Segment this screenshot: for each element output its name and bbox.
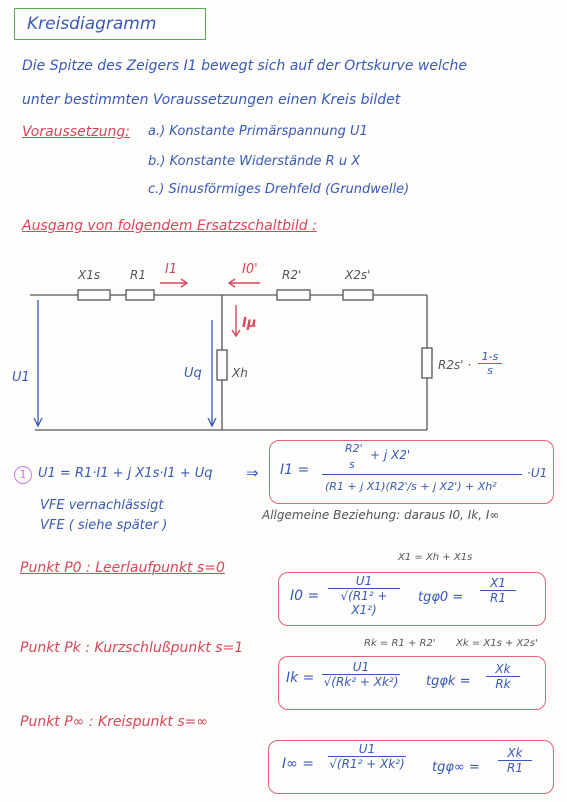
point-pinf-label: Punkt P∞ : Kreispunkt s=∞ <box>20 714 209 730</box>
intro-line-2: unter bestimmten Voraussetzungen einen Kreis bildet <box>22 92 401 108</box>
slip-numerator: 1-s <box>481 350 499 363</box>
ik-label: Ik = <box>286 670 315 686</box>
numerator-s: s <box>349 458 355 471</box>
label-i0: I0' <box>242 262 258 277</box>
tg-phik-denominator: Rk <box>486 676 520 691</box>
ik-fraction <box>322 660 400 689</box>
tg-phi0-denominator: R1 <box>480 590 516 605</box>
label-i1: I1 <box>165 262 178 277</box>
implies-arrow: ⇒ <box>246 464 259 482</box>
general-relation: Allgemeine Beziehung: daraus I0, Ik, I∞ <box>262 508 500 522</box>
ik-numerator: U1 <box>352 660 370 674</box>
slip-fraction <box>478 350 502 377</box>
iinf-label: I∞ = <box>282 756 314 772</box>
tg-phiinf-numerator: Xk <box>507 746 523 760</box>
tg-phik-label: tgφk = <box>426 674 471 689</box>
times-u1: ·U1 <box>527 466 548 480</box>
page-title: Kreisdiagramm <box>27 14 157 34</box>
tg-phiinf-fraction <box>498 746 532 775</box>
numerator-rest: + j X2' <box>370 448 411 462</box>
vfe-note-1: VFE vernachlässigt <box>40 498 164 513</box>
point-pk-note-1: Rk = R1 + R2' <box>364 638 436 649</box>
tg-phi0-numerator: X1 <box>490 576 506 590</box>
label-x1s: X1s <box>78 268 101 282</box>
point-pk-label: Punkt Pk : Kurzschlußpunkt s=1 <box>20 640 244 656</box>
label-u1: U1 <box>12 370 30 385</box>
label-r2: R2' <box>282 268 302 282</box>
intro-line-1: Die Spitze des Zeigers I1 bewegt sich auf der Ortskurve welche <box>22 58 468 74</box>
denominator: (R1 + j X1)(R2'/s + j X2') + Xh² <box>325 480 497 493</box>
tg-phiinf-denominator: R1 <box>498 760 532 775</box>
label-r2s: R2s' · <box>438 358 472 372</box>
i0-numerator: U1 <box>355 574 373 588</box>
ik-denominator: √(Rk² + Xk²) <box>323 675 399 689</box>
tg-phi0-label: tgφ0 = <box>418 590 464 605</box>
circuit-heading: Ausgang von folgendem Ersatzschaltbild : <box>22 218 317 234</box>
voltage-equation: U1 = R1·I1 + j X1s·I1 + Uq <box>38 466 213 481</box>
iinf-numerator: U1 <box>358 742 376 756</box>
iinf-fraction <box>328 742 406 771</box>
iinf-denominator: √(R1² + Xk²) <box>329 757 405 771</box>
tg-phik-numerator: Xk <box>495 662 511 676</box>
prerequisite-label: Voraussetzung: <box>22 124 130 140</box>
slip-denominator: s <box>478 363 502 377</box>
label-r1: R1 <box>130 268 146 282</box>
point-p0-label: Punkt P0 : Leerlaufpunkt s=0 <box>20 560 225 576</box>
point-pk-note-2: Xk = X1s + X2s' <box>456 638 538 649</box>
i0-denominator: √(R1² + X1²) <box>328 588 400 617</box>
tg-phik-fraction <box>486 662 520 691</box>
prerequisite-a: a.) Konstante Primärspannung U1 <box>148 124 368 139</box>
i1-label: I1 = <box>280 462 310 478</box>
i0-label: I0 = <box>290 588 320 604</box>
label-x2s: X2s' <box>345 268 371 282</box>
prerequisite-b: b.) Konstante Widerstände R u X <box>148 154 361 169</box>
vfe-note-2: VFE ( siehe später ) <box>40 518 168 533</box>
label-xh: Xh <box>232 366 248 380</box>
numerator-r2: R2' <box>345 442 363 455</box>
label-imu: Iμ <box>242 316 257 331</box>
step-marker: 1 <box>14 466 32 484</box>
prerequisite-c: c.) Sinusförmiges Drehfeld (Grundwelle) <box>148 182 410 197</box>
tg-phiinf-label: tgφ∞ = <box>432 760 480 775</box>
current-formula-box <box>269 440 554 504</box>
tg-phi0-fraction <box>480 576 516 605</box>
fraction-bar <box>322 474 522 475</box>
point-p0-note: X1 = Xh + X1s <box>398 552 473 563</box>
label-uq: Uq <box>184 366 202 381</box>
i0-fraction <box>328 574 400 617</box>
